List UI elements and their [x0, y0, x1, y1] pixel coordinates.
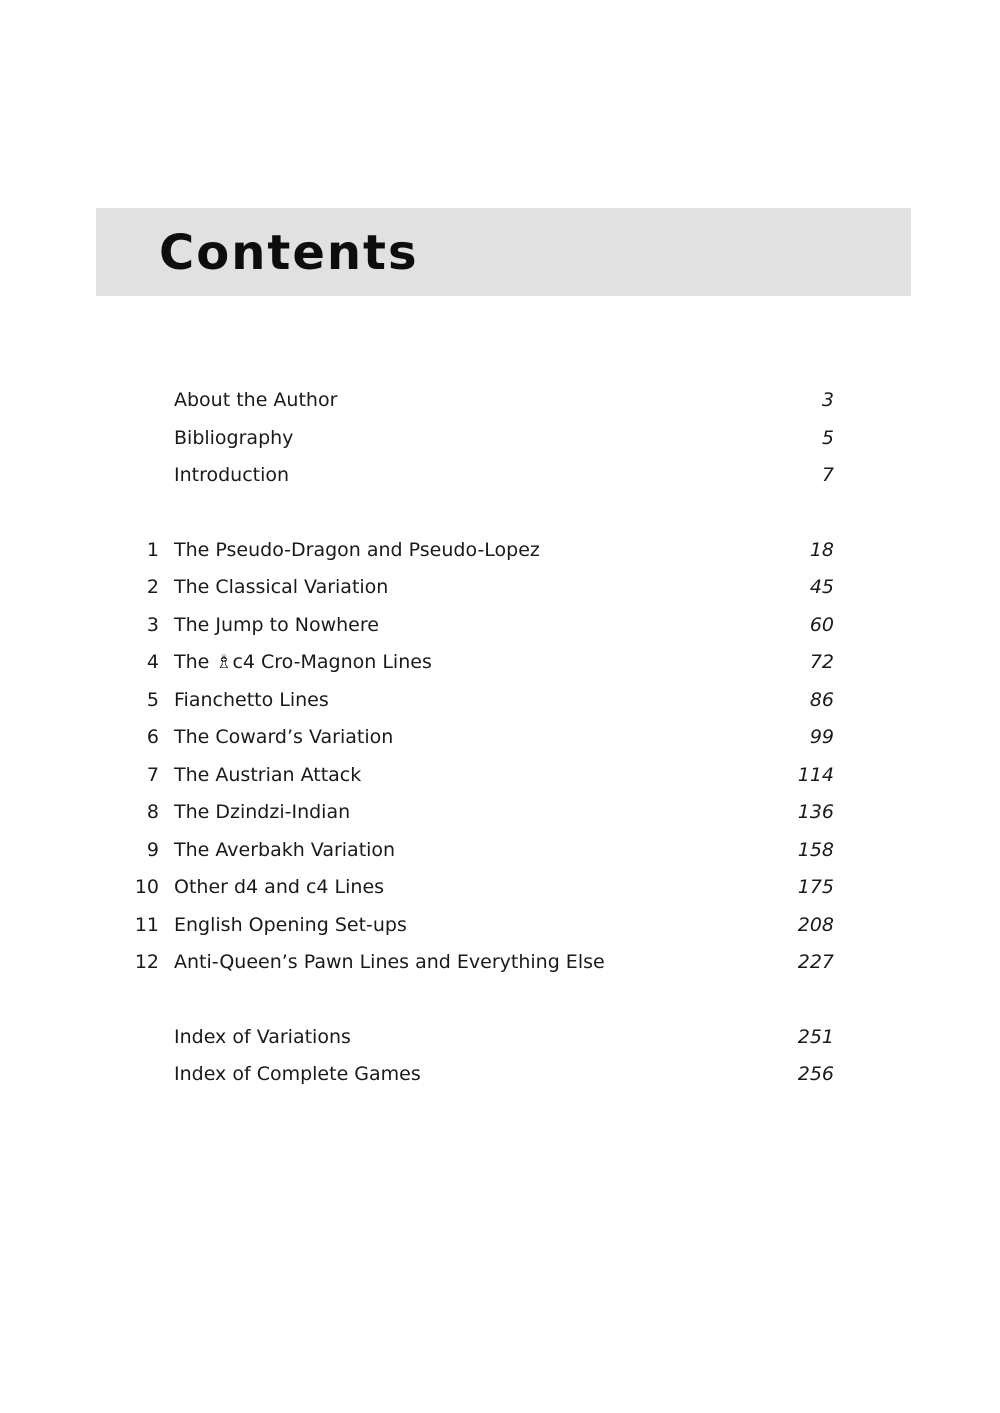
chapter-page: 227 — [797, 951, 834, 973]
chapter-label: The Pseudo-Dragon and Pseudo-Lopez — [174, 538, 540, 561]
chapter-page: 114 — [797, 763, 834, 786]
chapter-page: 158 — [797, 838, 834, 861]
toc-entry-about-author[interactable] — [0, 382, 1000, 420]
toc-chapter-11[interactable] — [0, 907, 1000, 945]
toc-chapter-9[interactable] — [0, 832, 1000, 870]
toc-chapter-3[interactable] — [0, 607, 1000, 645]
toc-entry-bibliography[interactable] — [0, 420, 1000, 458]
entry-label: Bibliography — [174, 426, 294, 449]
entry-page: 5 — [821, 426, 834, 449]
table-of-contents — [0, 382, 1000, 1131]
entry-label: Index of Variations — [174, 1025, 351, 1048]
chapter-label-suffix: c4 Cro-Magnon Lines — [232, 651, 432, 673]
chapter-number: 3 — [146, 613, 159, 636]
chapter-page: 72 — [809, 651, 834, 673]
entry-label: Index of Complete Games — [174, 1063, 421, 1085]
chapter-label: Fianchetto Lines — [174, 688, 329, 711]
chapter-label: The Austrian Attack — [174, 763, 362, 786]
back-matter-group — [0, 1019, 1000, 1094]
title-band — [96, 208, 911, 296]
chapter-page: 136 — [797, 801, 834, 823]
chapter-label: The Averbakh Variation — [174, 838, 396, 861]
chapter-page: 208 — [797, 913, 834, 936]
chapter-page: 86 — [809, 688, 834, 711]
chapter-label-prefix: The — [174, 651, 216, 673]
chapter-number: 10 — [134, 876, 159, 898]
chapter-page: 99 — [809, 726, 834, 748]
chapter-label: Anti-Queen’s Pawn Lines and Everything Else — [174, 951, 605, 973]
toc-entry-introduction[interactable] — [0, 457, 1000, 495]
toc-chapter-4[interactable] — [0, 644, 1000, 682]
toc-chapter-12[interactable] — [0, 944, 1000, 982]
entry-page: 251 — [797, 1025, 834, 1048]
chapter-page: 175 — [797, 876, 834, 898]
toc-chapter-1[interactable] — [0, 532, 1000, 570]
chapter-number: 1 — [146, 538, 159, 561]
chapter-label: The Classical Variation — [174, 576, 389, 598]
chapter-number: 6 — [146, 726, 159, 748]
toc-entry-index-of-complete-games[interactable] — [0, 1056, 1000, 1094]
bishop-icon: ♗ — [215, 651, 233, 673]
chapter-label: English Opening Set-ups — [174, 913, 407, 936]
chapter-number: 7 — [146, 763, 159, 786]
page-title: Contents — [159, 225, 419, 281]
chapter-label: The Coward’s Variation — [174, 726, 394, 748]
chapter-number: 12 — [134, 951, 159, 973]
chapter-number: 2 — [146, 576, 159, 598]
front-matter-group — [0, 382, 1000, 495]
toc-entry-index-of-variations[interactable] — [0, 1019, 1000, 1057]
chapter-number: 11 — [134, 913, 159, 936]
entry-page: 3 — [821, 389, 834, 411]
entry-page: 256 — [797, 1063, 834, 1085]
toc-chapter-2[interactable] — [0, 569, 1000, 607]
chapter-number: 4 — [146, 651, 159, 673]
entry-label: Introduction — [174, 464, 290, 486]
chapters-group — [0, 532, 1000, 982]
entry-label: About the Author — [174, 389, 338, 411]
toc-chapter-10[interactable] — [0, 869, 1000, 907]
chapter-label: The Dzindzi-Indian — [174, 801, 351, 823]
chapter-label: The Jump to Nowhere — [174, 613, 379, 636]
toc-chapter-5[interactable] — [0, 682, 1000, 720]
chapter-page: 45 — [809, 576, 834, 598]
chapter-page: 60 — [809, 613, 834, 636]
chapter-number: 8 — [146, 801, 159, 823]
toc-chapter-7[interactable] — [0, 757, 1000, 795]
chapter-number: 9 — [146, 838, 159, 861]
chapter-page: 18 — [809, 538, 834, 561]
chapter-number: 5 — [146, 688, 159, 711]
entry-page: 7 — [821, 464, 834, 486]
chapter-label: Other d4 and c4 Lines — [174, 876, 385, 898]
toc-chapter-6[interactable] — [0, 719, 1000, 757]
chapter-label — [174, 644, 432, 682]
toc-chapter-8[interactable] — [0, 794, 1000, 832]
